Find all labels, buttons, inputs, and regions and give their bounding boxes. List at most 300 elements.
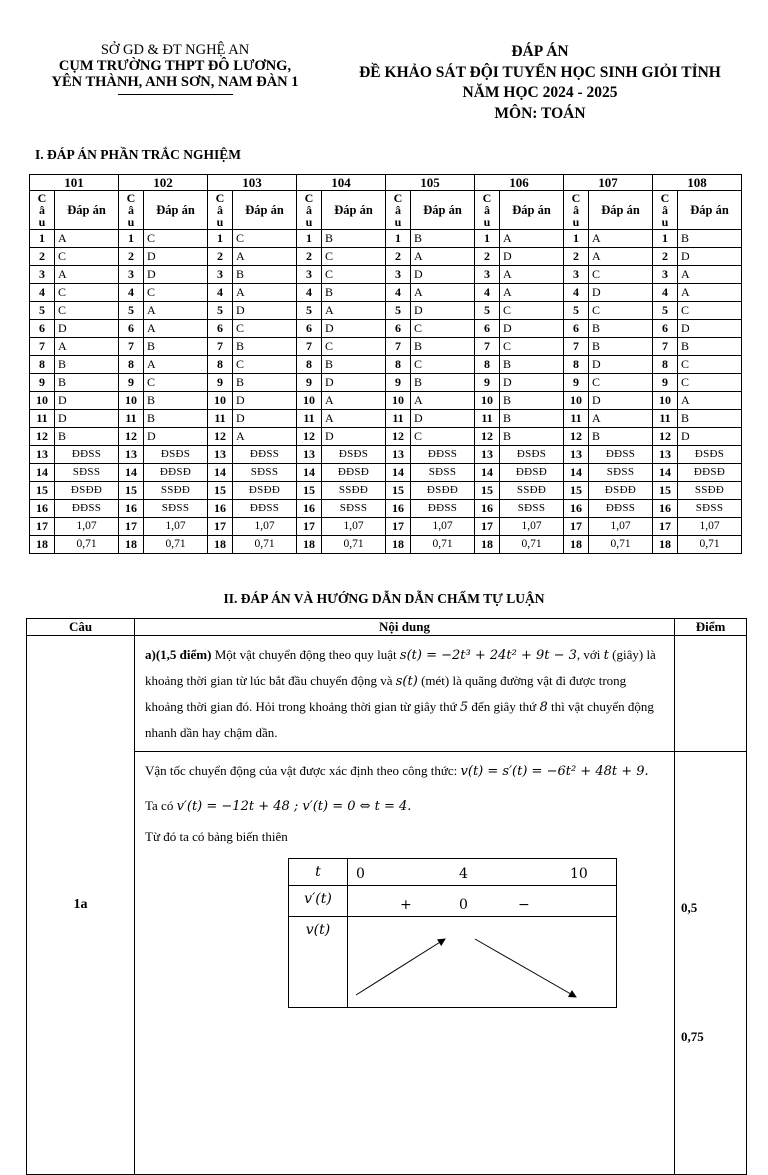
question-number: 16 (475, 500, 500, 518)
question-number: 18 (30, 536, 55, 554)
answer-cell: C (144, 374, 208, 392)
org-line3: YÊN THÀNH, ANH SƠN, NAM ĐÀN 1 (51, 74, 299, 90)
col-header-cau: Câu (27, 619, 135, 636)
answer-cell: 0,71 (322, 536, 386, 554)
answer-cell: A (55, 266, 119, 284)
table-row (30, 500, 742, 518)
table-row (30, 284, 742, 302)
vt-signs (348, 886, 617, 917)
solution-line2 (145, 793, 666, 820)
question-number: 17 (30, 518, 55, 536)
answer-cell: B (411, 338, 475, 356)
question-number: 14 (297, 464, 322, 482)
exam-code-107: 107 (564, 175, 653, 191)
question-number: 2 (564, 248, 589, 266)
col-header-answer: Đáp án (589, 191, 653, 230)
answer-cell: B (322, 356, 386, 374)
answer-cell: D (144, 248, 208, 266)
question-number: 4 (475, 284, 500, 302)
answer-cell: D (322, 320, 386, 338)
question-number: 7 (30, 338, 55, 356)
answer-cell: B (678, 230, 742, 248)
question-text-6: thì vật chuyển động nhanh dần hay chậm dần. (145, 699, 654, 740)
section2-title: II. ĐÁP ÁN VÀ HƯỚNG DẪN DẪN CHẤM TỰ LUẬN (223, 591, 545, 606)
question-number: 18 (119, 536, 144, 554)
question-var-st: s(t) (395, 674, 418, 689)
org-line2: CỤM TRƯỜNG THPT ĐÔ LƯƠNG, (58, 58, 292, 74)
col-header-answer: Đáp án (55, 191, 119, 230)
answer-cell: 0,71 (500, 536, 564, 554)
question-number: 6 (475, 320, 500, 338)
answer-cell: B (55, 374, 119, 392)
question-number: 17 (297, 518, 322, 536)
answer-cell: C (500, 302, 564, 320)
answer-cell: A (411, 284, 475, 302)
answer-cell: D (233, 392, 297, 410)
answer-cell: C (144, 284, 208, 302)
vt-sign-minus: − (518, 897, 530, 913)
question-number: 11 (30, 410, 55, 428)
question-number: 14 (386, 464, 411, 482)
mc-header-row (30, 191, 742, 230)
vt-sign-plus: + (400, 897, 412, 913)
question-number: 18 (208, 536, 233, 554)
answer-cell: 0,71 (144, 536, 208, 554)
question-number: 12 (653, 428, 678, 446)
answer-cell: ĐSĐĐ (55, 482, 119, 500)
exam-code-103: 103 (208, 175, 297, 191)
table-row (30, 248, 742, 266)
question-number: 9 (386, 374, 411, 392)
question-number: 2 (475, 248, 500, 266)
exam-code-104: 104 (297, 175, 386, 191)
answer-cell: C (322, 266, 386, 284)
answer-cell: B (500, 356, 564, 374)
table-row (30, 518, 742, 536)
answer-cell: B (500, 410, 564, 428)
answer-cell: D (411, 410, 475, 428)
exam-code-101: 101 (30, 175, 119, 191)
question-number: 2 (297, 248, 322, 266)
table-row (30, 446, 742, 464)
answer-cell: 0,71 (55, 536, 119, 554)
answer-cell: B (233, 374, 297, 392)
answer-cell: ĐĐSS (411, 446, 475, 464)
answer-cell: D (233, 410, 297, 428)
question-number: 4 (208, 284, 233, 302)
answer-cell: A (589, 248, 653, 266)
question-part: a)(1,5 điểm) (145, 647, 212, 662)
col-header-cau: C â u (119, 191, 144, 230)
title-line2: ĐỀ KHẢO SÁT ĐỘI TUYỂN HỌC SINH GIỎI TỈNH (359, 63, 721, 81)
question-number: 8 (653, 356, 678, 374)
answer-cell: ĐSĐS (322, 446, 386, 464)
question-number: 6 (30, 320, 55, 338)
question-formula: s(t) = −2t³ + 24t² + 9t − 3 (399, 648, 577, 663)
question-number: 4 (30, 284, 55, 302)
answer-cell: B (233, 266, 297, 284)
answer-cell: ĐSĐĐ (233, 482, 297, 500)
answer-cell: D (322, 374, 386, 392)
answer-cell: C (322, 338, 386, 356)
answer-cell: C (411, 356, 475, 374)
answer-cell: A (678, 392, 742, 410)
question-number: 4 (653, 284, 678, 302)
answer-cell: B (144, 338, 208, 356)
question-number: 15 (386, 482, 411, 500)
answer-cell: D (411, 266, 475, 284)
question-number: 13 (653, 446, 678, 464)
question-number: 7 (119, 338, 144, 356)
answer-cell: B (322, 230, 386, 248)
answer-cell: ĐĐSS (589, 446, 653, 464)
question-number: 11 (564, 410, 589, 428)
question-number: 12 (30, 428, 55, 446)
question-number: 10 (119, 392, 144, 410)
question-number: 7 (475, 338, 500, 356)
vt-t-value-0: 0 (356, 866, 365, 882)
answer-cell: ĐĐSS (589, 500, 653, 518)
question-number: 3 (119, 266, 144, 284)
col-header-answer: Đáp án (678, 191, 742, 230)
points-column (675, 752, 747, 1175)
question-var-t: t (603, 648, 609, 663)
question-number: 5 (475, 302, 500, 320)
question-number: 10 (297, 392, 322, 410)
answer-cell: B (233, 338, 297, 356)
answer-cell: A (233, 248, 297, 266)
question-number: 5 (30, 302, 55, 320)
answer-cell: 1,07 (500, 518, 564, 536)
question-number: 9 (30, 374, 55, 392)
question-number: 5 (119, 302, 144, 320)
question-number: 10 (30, 392, 55, 410)
col-header-cau: C â u (297, 191, 322, 230)
answer-cell: ĐSĐĐ (589, 482, 653, 500)
answer-cell: A (411, 248, 475, 266)
answer-cell: C (233, 320, 297, 338)
col-header-cau: C â u (564, 191, 589, 230)
question-number: 13 (208, 446, 233, 464)
vt-sign-zero: 0 (459, 897, 468, 913)
exam-code-108: 108 (653, 175, 742, 191)
answer-cell: A (589, 230, 653, 248)
question-number: 6 (386, 320, 411, 338)
question-number: 13 (30, 446, 55, 464)
question-number: 16 (208, 500, 233, 518)
answer-cell: C (589, 266, 653, 284)
question-number: 18 (653, 536, 678, 554)
question-points-empty (675, 636, 747, 752)
question-number: 7 (297, 338, 322, 356)
question-number: 12 (564, 428, 589, 446)
answer-cell: 1,07 (411, 518, 475, 536)
col-header-cau: C â u (386, 191, 411, 230)
answer-cell: A (233, 428, 297, 446)
question-number: 7 (386, 338, 411, 356)
answer-cell: A (500, 284, 564, 302)
answer-cell: SĐSS (144, 500, 208, 518)
question-number: 14 (119, 464, 144, 482)
vt-t-value-2: 10 (570, 866, 588, 882)
question-number: 12 (475, 428, 500, 446)
answer-cell: SĐSS (500, 500, 564, 518)
answer-cell: 1,07 (144, 518, 208, 536)
answer-cell: B (411, 230, 475, 248)
question-number: 5 (386, 302, 411, 320)
question-number: 4 (119, 284, 144, 302)
answer-cell: SSĐĐ (144, 482, 208, 500)
answer-cell: C (678, 356, 742, 374)
answer-cell: A (322, 302, 386, 320)
question-num-5: 5 (459, 700, 469, 715)
vt-label-v: v(t) (289, 917, 348, 1008)
answer-cell: SĐSS (589, 464, 653, 482)
answer-cell: ĐĐSS (233, 446, 297, 464)
question-number: 17 (386, 518, 411, 536)
answer-cell: SĐSS (411, 464, 475, 482)
col-header-answer: Đáp án (144, 191, 208, 230)
question-number: 11 (653, 410, 678, 428)
question-number: 10 (475, 392, 500, 410)
answer-cell: 0,71 (589, 536, 653, 554)
answer-cell: ĐĐSĐ (144, 464, 208, 482)
question-number: 10 (208, 392, 233, 410)
table-row (30, 428, 742, 446)
col-header-points: Điểm (675, 619, 747, 636)
answer-cell: B (144, 392, 208, 410)
question-number: 15 (119, 482, 144, 500)
question-number: 1 (386, 230, 411, 248)
answer-cell: A (678, 284, 742, 302)
vt-arrow-graph (348, 917, 616, 1007)
question-number: 4 (386, 284, 411, 302)
answer-cell: D (411, 302, 475, 320)
answer-cell: SSĐĐ (500, 482, 564, 500)
question-number: 14 (475, 464, 500, 482)
answer-cell: ĐĐSS (233, 500, 297, 518)
question-number: 1 (208, 230, 233, 248)
question-number: 16 (30, 500, 55, 518)
question-number: 2 (386, 248, 411, 266)
answer-cell: D (233, 302, 297, 320)
question-number: 1 (564, 230, 589, 248)
solution-line1 (145, 758, 666, 785)
question-number: 17 (564, 518, 589, 536)
answer-cell: 0,71 (678, 536, 742, 554)
question-number: 3 (653, 266, 678, 284)
answer-cell: 1,07 (589, 518, 653, 536)
table-row (30, 464, 742, 482)
question-number: 7 (564, 338, 589, 356)
points-first: 0,5 (681, 900, 698, 915)
question-number: 13 (475, 446, 500, 464)
header-divider (118, 94, 233, 95)
answer-cell: D (144, 266, 208, 284)
question-number: 18 (564, 536, 589, 554)
question-number: 12 (119, 428, 144, 446)
question-number: 6 (297, 320, 322, 338)
question-number: 3 (386, 266, 411, 284)
solution-line2-formula: v′(t) = −12t + 48 ; v′(t) = 0 ⇔ t = 4. (176, 799, 412, 814)
decreasing-arrow (475, 939, 576, 997)
section1-title: I. ĐÁP ÁN PHẦN TRẮC NGHIỆM (35, 147, 242, 162)
answer-cell: 1,07 (233, 518, 297, 536)
answer-cell: A (500, 230, 564, 248)
question-number: 10 (386, 392, 411, 410)
header-organization (40, 42, 310, 95)
question-number: 18 (297, 536, 322, 554)
mc-code-row (30, 175, 742, 191)
question-number: 17 (208, 518, 233, 536)
table-row (30, 338, 742, 356)
table-row (30, 356, 742, 374)
col-header-answer: Đáp án (322, 191, 386, 230)
answer-cell: B (500, 392, 564, 410)
solution-line1-formula: v(t) = s′(t) = −6t² + 48t + 9. (460, 764, 649, 779)
question-number: 11 (208, 410, 233, 428)
answer-cell: A (144, 302, 208, 320)
answer-cell: 1,07 (322, 518, 386, 536)
question-number: 8 (564, 356, 589, 374)
question-number: 15 (30, 482, 55, 500)
answer-cell: B (55, 428, 119, 446)
question-number: 8 (297, 356, 322, 374)
answer-cell: D (500, 248, 564, 266)
answer-cell: B (678, 338, 742, 356)
answer-cell: B (500, 428, 564, 446)
question-text-3: (giây) là khoảng thời gian từ lúc bắt đầu chuyển động và (145, 647, 656, 688)
question-number: 9 (297, 374, 322, 392)
answer-cell: SSĐĐ (678, 482, 742, 500)
question-number: 2 (30, 248, 55, 266)
question-number: 15 (653, 482, 678, 500)
question-number: 15 (475, 482, 500, 500)
title-line4: MÔN: TOÁN (494, 104, 586, 122)
answer-cell: A (411, 392, 475, 410)
exam-code-105: 105 (386, 175, 475, 191)
answer-cell: SĐSS (233, 464, 297, 482)
org-line1: SỞ GD & ĐT NGHỆ AN (100, 42, 250, 58)
question-number: 16 (386, 500, 411, 518)
answer-cell: C (589, 302, 653, 320)
question-number: 1 (297, 230, 322, 248)
question-number: 2 (208, 248, 233, 266)
answer-cell: A (678, 266, 742, 284)
answer-cell: C (233, 356, 297, 374)
answer-cell: A (589, 410, 653, 428)
question-number: 11 (119, 410, 144, 428)
answer-cell: 1,07 (678, 518, 742, 536)
question-number: 15 (208, 482, 233, 500)
col-header-answer: Đáp án (411, 191, 475, 230)
question-number: 5 (564, 302, 589, 320)
col-header-cau: C â u (475, 191, 500, 230)
table-row (30, 536, 742, 554)
table-row (30, 410, 742, 428)
answer-cell: C (411, 428, 475, 446)
answer-cell: ĐĐSĐ (322, 464, 386, 482)
answer-cell: B (144, 410, 208, 428)
question-number: 8 (386, 356, 411, 374)
answer-cell: D (55, 320, 119, 338)
answer-cell: D (144, 428, 208, 446)
question-number: 6 (208, 320, 233, 338)
question-number: 3 (564, 266, 589, 284)
answer-cell: A (55, 338, 119, 356)
question-number: 6 (564, 320, 589, 338)
answer-cell: D (322, 428, 386, 446)
question-num-8: 8 (539, 700, 548, 715)
question-number: 11 (297, 410, 322, 428)
question-number: 9 (119, 374, 144, 392)
question-number: 10 (564, 392, 589, 410)
question-number: 5 (653, 302, 678, 320)
vt-arrows (348, 917, 617, 1008)
answer-cell: C (678, 374, 742, 392)
question-number: 1 (475, 230, 500, 248)
question-number: 12 (208, 428, 233, 446)
question-text-2: , với (576, 647, 604, 662)
question-label: 1a (27, 636, 135, 1175)
vt-label-t: t (289, 859, 348, 886)
solution-line1-text: Vận tốc chuyển động của vật được xác định theo công thức: (145, 763, 461, 778)
answer-cell: B (589, 320, 653, 338)
answer-cell: SĐSS (55, 464, 119, 482)
question-number: 14 (208, 464, 233, 482)
solution-line2-text: Ta có (145, 798, 177, 813)
question-number: 5 (297, 302, 322, 320)
solution-line3: Từ đó ta có bảng biến thiên (145, 829, 288, 844)
title-line1: ĐÁP ÁN (511, 43, 569, 60)
question-text (135, 636, 675, 752)
answer-cell: A (144, 356, 208, 374)
answer-cell: A (55, 230, 119, 248)
answer-cell: ĐSĐS (678, 446, 742, 464)
question-number: 8 (30, 356, 55, 374)
question-number: 9 (564, 374, 589, 392)
answer-cell: C (322, 248, 386, 266)
answer-cell: ĐĐSS (55, 500, 119, 518)
question-number: 17 (653, 518, 678, 536)
question-number: 9 (475, 374, 500, 392)
question-number: 3 (475, 266, 500, 284)
question-number: 1 (30, 230, 55, 248)
essay-answer-table (26, 618, 747, 1175)
answer-cell: A (322, 410, 386, 428)
answer-cell: C (55, 302, 119, 320)
question-number: 4 (564, 284, 589, 302)
answer-cell: 0,71 (411, 536, 475, 554)
answer-cell: ĐSĐĐ (411, 482, 475, 500)
question-number: 17 (119, 518, 144, 536)
question-number: 14 (30, 464, 55, 482)
multiple-choice-answer-table (29, 174, 742, 554)
col-header-cau: C â u (30, 191, 55, 230)
answer-cell: D (678, 320, 742, 338)
question-number: 10 (653, 392, 678, 410)
answer-cell: C (55, 248, 119, 266)
question-number: 3 (297, 266, 322, 284)
variation-table (288, 858, 617, 1008)
answer-cell: C (678, 302, 742, 320)
answer-cell: C (55, 284, 119, 302)
question-text-5: đến giây thứ (468, 699, 540, 714)
question-number: 13 (297, 446, 322, 464)
question-number: 12 (297, 428, 322, 446)
answer-cell: D (55, 410, 119, 428)
answer-cell: D (589, 392, 653, 410)
